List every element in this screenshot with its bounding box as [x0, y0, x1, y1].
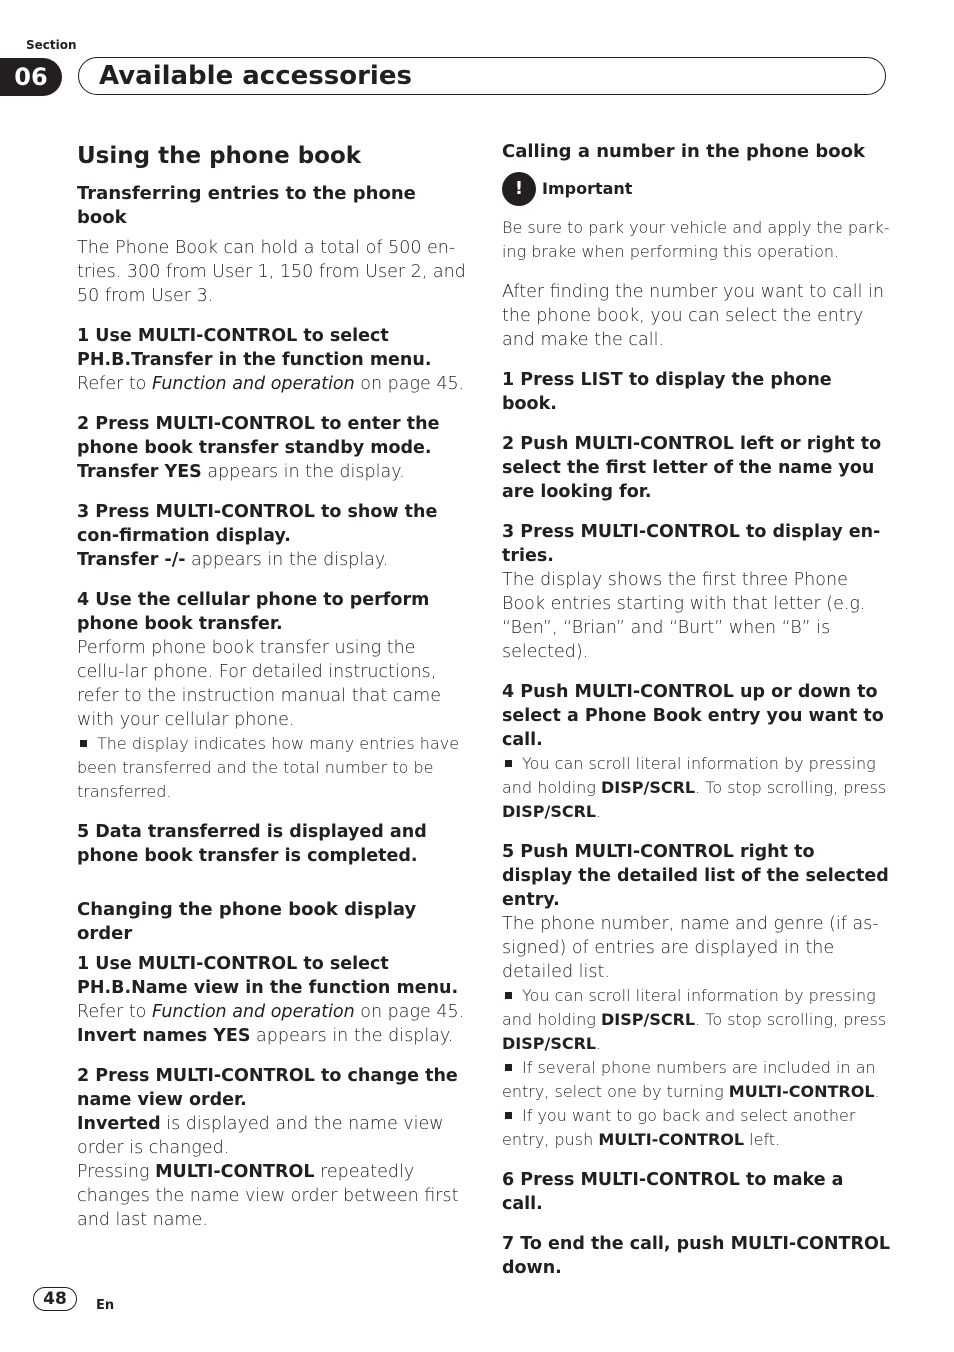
order-step-2-body: Inverted is displayed and the name view order is changed. [77, 1114, 444, 1158]
right-column [502, 140, 890, 1280]
subheading-display-order: Changing the phone book display order [77, 899, 417, 944]
transfer-step-4: 4 Use the cellular phone to perform phone book transfer. [77, 590, 430, 634]
section-number-badge: 06 [0, 58, 62, 96]
transfer-step-2-body: Transfer YES appears in the display. [77, 462, 405, 482]
order-step-2: 2 Press MULTI-CONTROL to change the name view order. [77, 1066, 458, 1110]
transfer-step-4-body: Perform phone book transfer using the cellu-lar phone. For detailed instructions, refer to the instruction manual that came with your cellular phone. [77, 638, 441, 730]
order-step-1-body: Refer to Function and operation on page 45. [77, 1002, 465, 1022]
call-step-4: 4 Push MULTI-CONTROL up or down to select a Phone Book entry you want to call. [502, 682, 884, 750]
page-number: 48 [33, 1287, 77, 1311]
transfer-step-5: 5 Data transferred is displayed and phone book transfer is completed. [77, 822, 427, 866]
chapter-title: Available accessories [99, 61, 412, 91]
chapter-header [78, 57, 886, 95]
transfer-step-2: 2 Press MULTI-CONTROL to enter the phone book transfer standby mode. [77, 414, 440, 458]
language-code: En [96, 1298, 115, 1313]
transfer-step-3-body: Transfer -/- appears in the display. [77, 550, 389, 570]
section-label: Section [26, 38, 77, 52]
important-callout [502, 172, 890, 206]
important-text: Be sure to park your vehicle and apply the park-ing brake when performing this operation. [502, 218, 890, 261]
transfer-step-3: 3 Press MULTI-CONTROL to show the con-firmation display. [77, 502, 438, 546]
call-step-5-note-2: If several phone numbers are included in an entry, select one by turning MULTI-CONTROL. [502, 1058, 880, 1101]
left-column [77, 140, 467, 1232]
bullet-square-icon [505, 1112, 512, 1119]
section-heading: Using the phone book [77, 143, 362, 169]
bullet-square-icon [505, 992, 512, 999]
intro-paragraph: The Phone Book can hold a total of 500 en-tries. 300 from User 1, 150 from User 2, and 50 from User 3. [77, 238, 466, 306]
calling-heading: Calling a number in the phone book [502, 141, 865, 162]
bullet-square-icon [505, 1064, 512, 1071]
call-step-3-body: The display shows the first three Phone Book entries starting with that letter (e.g. “Ben”, “Brian” and “Burt” when “B” is selected). [502, 570, 866, 662]
order-step-1: 1 Use MULTI-CONTROL to select PH.B.Name view in the function menu. [77, 954, 459, 998]
call-step-5: 5 Push MULTI-CONTROL right to display the detailed list of the selected entry. [502, 842, 889, 910]
call-step-3: 3 Press MULTI-CONTROL to display en-tries. [502, 522, 881, 566]
bullet-square-icon [505, 760, 512, 767]
call-step-5-note-1: You can scroll literal information by pressing and holding DISP/SCRL. To stop scrolling, press DISP/SCRL. [502, 986, 887, 1053]
transfer-step-1: 1 Use MULTI-CONTROL to select PH.B.Transfer in the function menu. [77, 326, 432, 370]
order-step-2-body-2: Pressing MULTI-CONTROL repeatedly changes the name view order between first and last name. [77, 1162, 459, 1230]
subheading-transfer: Transferring entries to the phone book [77, 183, 416, 228]
call-step-4-note: You can scroll literal information by pressing and holding DISP/SCRL. To stop scrolling, press DISP/SCRL. [502, 754, 887, 821]
call-step-7: 7 To end the call, push MULTI-CONTROL down. [502, 1234, 890, 1278]
calling-intro: After finding the number you want to call in the phone book, you can select the entry and make the call. [502, 282, 884, 350]
call-step-5-note-3: If you want to go back and select another entry, push MULTI-CONTROL left. [502, 1106, 856, 1149]
order-step-1-result: Invert names YES appears in the display. [77, 1026, 454, 1046]
call-step-1: 1 Press LIST to display the phone book. [502, 370, 832, 414]
important-icon: ! [502, 172, 536, 206]
call-step-2: 2 Push MULTI-CONTROL left or right to select the first letter of the name you are looking for. [502, 434, 882, 502]
transfer-step-4-note: The display indicates how many entries have been transferred and the total number to be transferred. [77, 734, 460, 801]
call-step-6: 6 Press MULTI-CONTROL to make a call. [502, 1170, 844, 1214]
transfer-step-1-body: Refer to Function and operation on page 45. [77, 374, 465, 394]
bullet-square-icon [80, 740, 87, 747]
important-label: Important [542, 179, 633, 198]
call-step-5-body: The phone number, name and genre (if as-signed) of entries are displayed in the detailed list. [502, 914, 879, 982]
